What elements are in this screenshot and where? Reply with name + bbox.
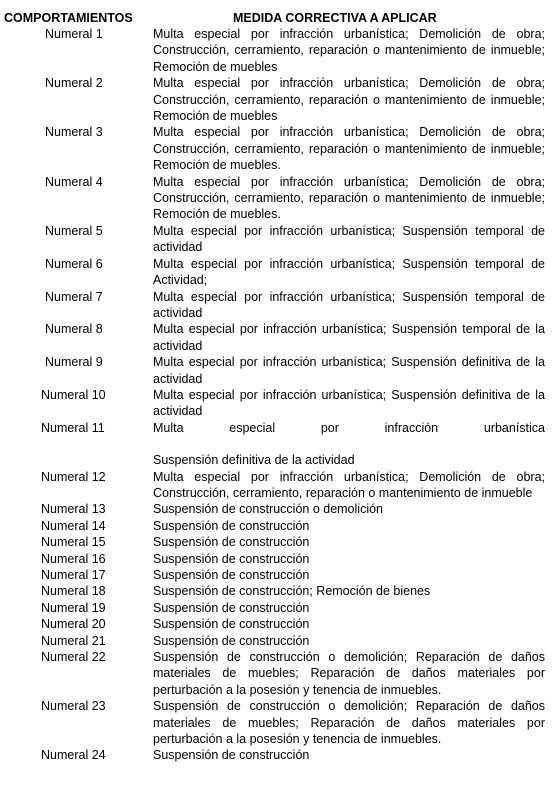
row-measure: Multa especial por infracción urbanística; Suspensión temporal de Actividad;	[153, 256, 545, 288]
table-row	[0, 289, 553, 322]
row-measure	[153, 420, 545, 469]
row-label: Numeral 3	[45, 125, 103, 140]
row-label: Numeral 9	[45, 355, 103, 370]
row-measure: Multa especial por infracción urbanística; Suspensión temporal de actividad	[153, 289, 545, 320]
table-row	[0, 633, 553, 649]
row-measure: Multa especial por infracción urbanística; Demolición de obra; Construcción, cerramiento, reparación o mantenimiento de inmueble	[153, 469, 545, 500]
table-row	[0, 649, 553, 698]
row-measure: Multa especial por infracción urbanística; Demolición de obra; Construcción, cerramiento, reparación o mantenimiento de inmueble; Remoción de muebles	[153, 27, 545, 74]
table-row	[0, 747, 553, 763]
row-measure: Multa especial por infracción urbanística; Suspensión temporal de la actividad	[153, 322, 545, 353]
table-row	[0, 616, 553, 632]
row-measure: Suspensión de construcción; Remoción de bienes	[153, 584, 431, 599]
row-label: Numeral 14	[41, 518, 106, 533]
row-measure: Multa especial por infracción urbanística; Suspensión temporal de actividad	[153, 223, 545, 255]
table-row	[0, 387, 553, 420]
table-row	[0, 698, 553, 747]
row-measure-line: Multa especial por infracción urbanística	[153, 420, 545, 435]
row-measure: Suspensión de construcción	[153, 518, 310, 533]
table-row	[0, 469, 553, 502]
table-row	[0, 256, 553, 289]
table-row	[0, 567, 553, 583]
row-label: Numeral 18	[41, 584, 106, 599]
row-label: Numeral 10	[41, 387, 106, 402]
row-measure: Multa especial por infracción urbanística; Demolición de obra; Construcción, cerramiento, reparación o mantenimiento de inmueble; Remoción de muebles.	[153, 125, 545, 173]
table-row	[0, 583, 553, 599]
row-measure-line: Suspensión definitiva de la actividad	[153, 453, 355, 468]
row-label: Numeral 6	[45, 256, 103, 271]
row-measure: Suspensión de construcción o demolición; Reparación de daños materiales de muebles; Reparación de daños materiales por perturbación a la posesión y tenencia de inmuebles.	[153, 650, 545, 697]
table-row	[0, 124, 553, 173]
table-row	[0, 501, 553, 517]
row-measure: Suspensión de construcción	[153, 617, 310, 632]
row-label: Numeral 4	[45, 174, 103, 189]
row-label: Numeral 12	[41, 469, 106, 484]
table-row	[0, 534, 553, 550]
row-measure: Multa especial por infracción urbanística; Demolición de obra; Construcción, cerramiento, reparación o mantenimiento de inmueble; Remoción de muebles.	[153, 174, 545, 222]
table-row	[0, 321, 553, 354]
row-measure: Suspensión de construcción	[153, 568, 310, 582]
table-row	[0, 223, 553, 256]
row-measure: Multa especial por infracción urbanística; Demolición de obra; Construcción, cerramiento, reparación o mantenimiento de inmueble; Remoción de muebles	[153, 76, 545, 124]
row-measure: Suspensión de construcción	[153, 748, 310, 763]
row-label: Numeral 20	[41, 617, 106, 632]
row-label: Numeral 23	[41, 699, 106, 714]
row-label: Numeral 8	[45, 322, 103, 337]
row-measure: Suspensión de construcción	[153, 551, 310, 566]
table-row	[0, 600, 553, 616]
table-row	[0, 551, 553, 567]
row-label: Numeral 21	[41, 633, 106, 648]
row-label: Numeral 17	[41, 568, 106, 582]
table-row	[0, 26, 553, 75]
row-label: Numeral 1	[45, 27, 103, 41]
row-label: Numeral 16	[41, 551, 106, 566]
header-comportamientos: COMPORTAMIENTOS	[4, 11, 133, 25]
table-row	[0, 354, 553, 387]
row-measure: Suspensión de construcción o demolición	[153, 502, 383, 517]
row-label: Numeral 7	[45, 289, 103, 304]
row-measure: Multa especial por infracción urbanística; Suspensión definitiva de la actividad	[153, 387, 545, 419]
row-label: Numeral 24	[41, 748, 106, 763]
row-label: Numeral 13	[41, 502, 106, 517]
row-label: Numeral 15	[41, 535, 106, 550]
row-label: Numeral 5	[45, 223, 103, 238]
row-label: Numeral 2	[45, 76, 103, 91]
table-row	[0, 75, 553, 124]
row-label: Numeral 11	[41, 420, 105, 435]
blank-line	[153, 436, 545, 452]
row-measure: Multa especial por infracción urbanística; Suspensión definitiva de la actividad	[153, 355, 545, 386]
row-label: Numeral 22	[41, 650, 106, 665]
header-medida-correctiva: MEDIDA CORRECTIVA A APLICAR	[233, 11, 437, 25]
row-measure: Suspensión de construcción o demolición; Reparación de daños materiales de muebles; Reparación de daños materiales por perturbación a la posesión y tenencia de inmuebles.	[153, 699, 545, 747]
row-label: Numeral 19	[41, 600, 106, 615]
row-measure: Suspensión de construcción	[153, 633, 310, 648]
table-header	[0, 10, 553, 26]
table-row	[0, 174, 553, 223]
row-measure: Suspensión de construcción	[153, 535, 310, 550]
table-row	[0, 420, 553, 469]
row-measure: Suspensión de construcción	[153, 600, 310, 615]
table-body	[0, 26, 553, 764]
table-row	[0, 518, 553, 534]
